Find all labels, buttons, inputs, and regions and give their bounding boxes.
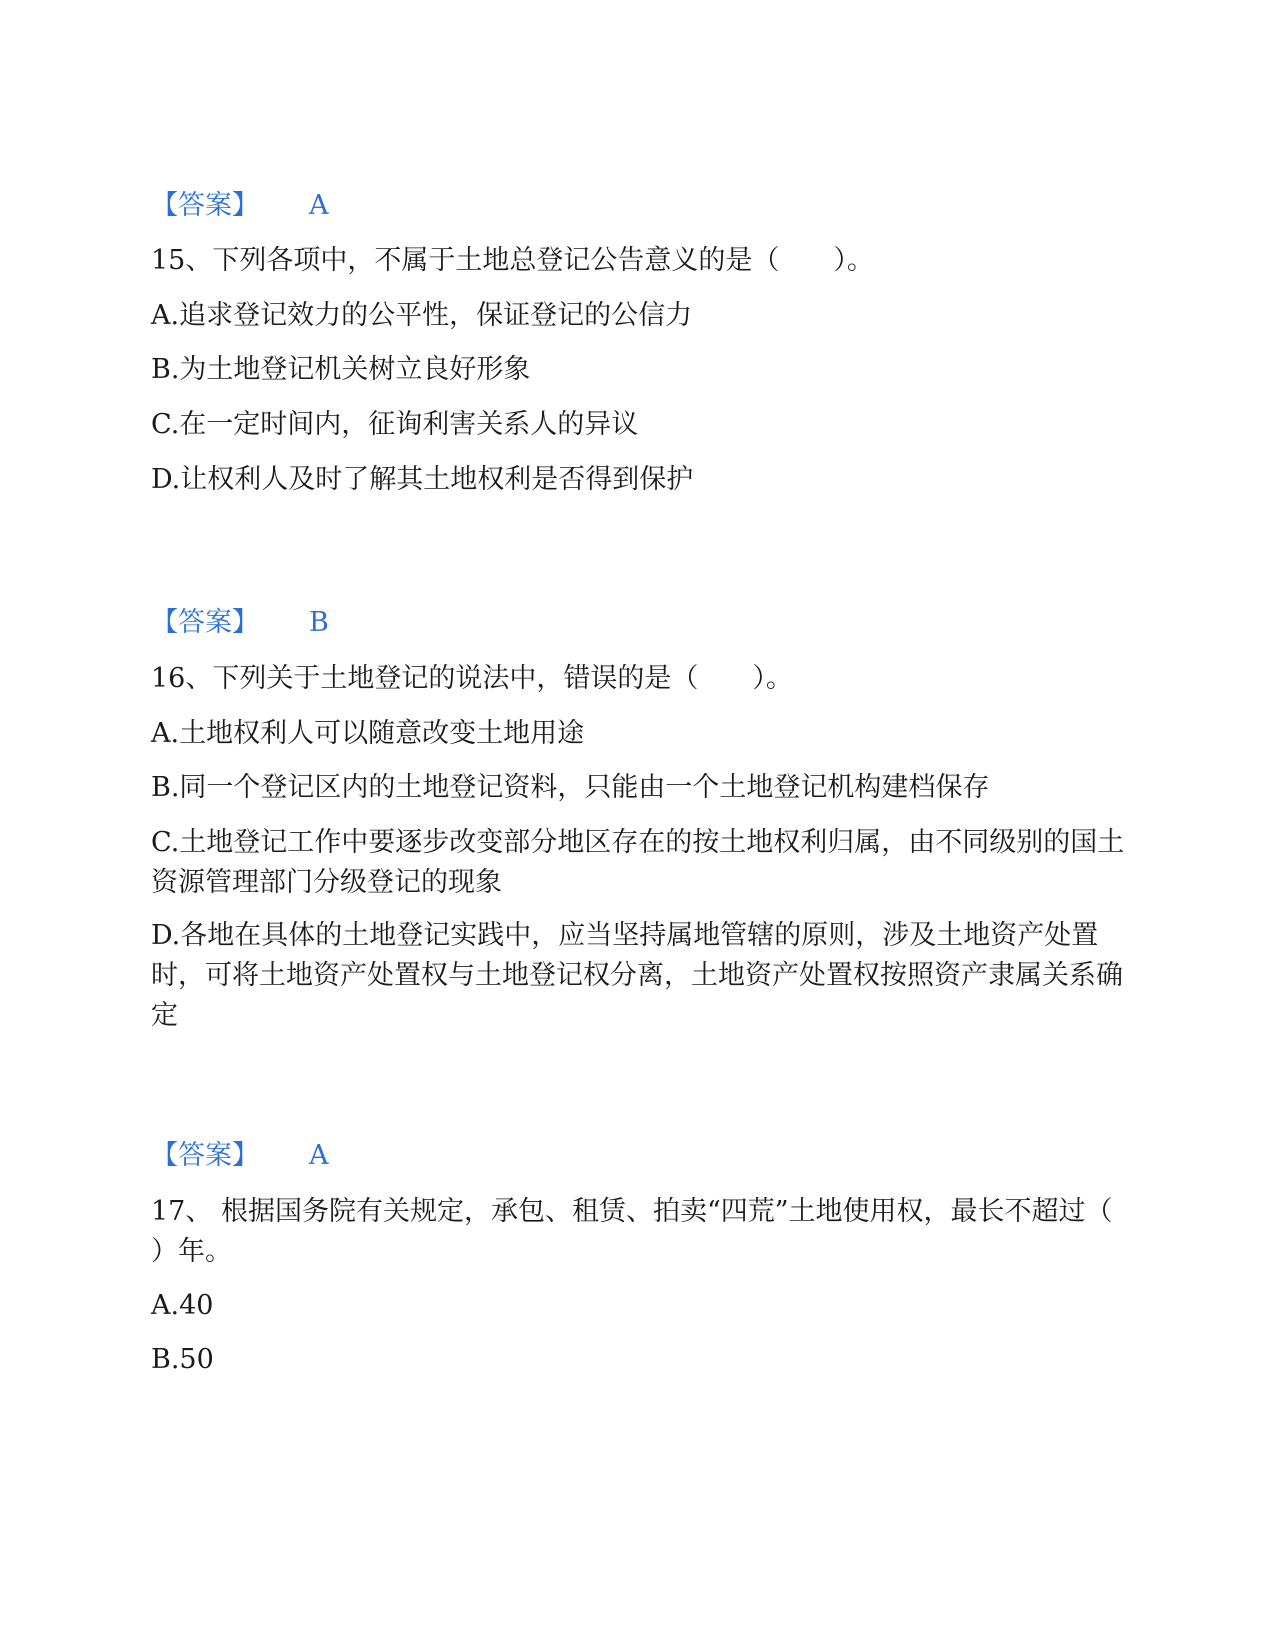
answer-label: 【答案】	[151, 1140, 259, 1171]
answer-value: B	[309, 607, 329, 638]
question-15-stem: 15、下列各项中，不属于土地总登记公告意义的是（ ）。	[151, 245, 874, 276]
answer-value: A	[309, 1140, 329, 1171]
question-16-option-c: C.土地登记工作中要逐步改变部分地区存在的按土地权利归属，由不同级别的国土资源管理部门分级登记的现象	[151, 827, 1125, 898]
answer-line-2	[151, 605, 1131, 641]
question-17-option-a: A.40	[151, 1290, 214, 1321]
answer-line-1	[151, 188, 1131, 224]
answer-label: 【答案】	[151, 607, 259, 638]
question-16-option-d: D.各地在具体的土地登记实践中，应当坚持属地管辖的原则，涉及土地资产处置时，可将土地资产处置权与土地登记权分离，土地资产处置权按照资产隶属关系确定	[151, 920, 1123, 1031]
question-17-stem: 17、 根据国务院有关规定，承包、租赁、拍卖“四荒”土地使用权，最长不超过（ ）年。	[151, 1196, 1167, 1267]
answer-value: A	[309, 190, 329, 221]
question-15-option-a: A.追求登记效力的公平性，保证登记的公信力	[151, 300, 693, 331]
question-16-stem: 16、下列关于土地登记的说法中，错误的是（ ）。	[151, 663, 793, 694]
answer-label: 【答案】	[151, 190, 259, 221]
question-16-option-a: A.土地权利人可以随意改变土地用途	[151, 718, 585, 749]
question-17-option-b: B.50	[151, 1344, 214, 1375]
question-15-option-d: D.让权利人及时了解其土地权利是否得到保护	[151, 464, 694, 495]
question-15-option-b: B.为土地登记机关树立良好形象	[151, 354, 531, 385]
question-15-option-c: C.在一定时间内，征询利害关系人的异议	[151, 409, 639, 440]
answer-line-3	[151, 1138, 1131, 1174]
question-16-option-b: B.同一个登记区内的土地登记资料，只能由一个土地登记机构建档保存	[151, 772, 990, 803]
